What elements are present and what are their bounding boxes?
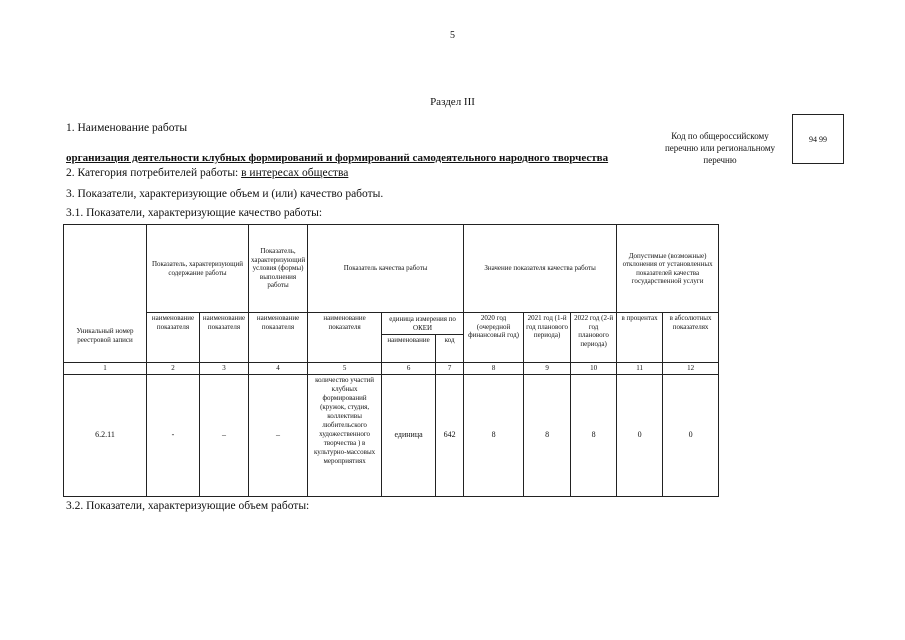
work-name-value: организация деятельности клубных формирований и формирований самодеятельного народного творчества — [66, 152, 609, 164]
row-id: 6.2.11 — [64, 374, 147, 496]
col-number: 8 — [464, 363, 524, 375]
col-number: 4 — [249, 363, 308, 375]
row-value-2021: 8 — [524, 374, 571, 496]
col-number: 2 — [147, 363, 200, 375]
subheader-okei-code: код — [436, 335, 464, 363]
col-number: 10 — [571, 363, 617, 375]
subheader-name-3: наименование показателя — [249, 313, 308, 363]
page-number: 5 — [450, 30, 455, 41]
work-name-label: 1. Наименование работы — [66, 122, 188, 134]
consumer-value: в интересах общества — [241, 167, 349, 179]
subheader-name-2: наименование показателя — [200, 313, 249, 363]
subheader-name-4: наименование показателя — [308, 313, 382, 363]
quality-label: 3.1. Показатели, характеризующие качество работы: — [66, 207, 323, 219]
header-conditions-indicator: Показатель, характеризующий условия (формы) выполнения работы — [249, 225, 308, 313]
col-number: 7 — [436, 363, 464, 375]
header-unique-number: Уникальный номер реестровой записи — [64, 225, 147, 363]
col-number: 3 — [200, 363, 249, 375]
row-deviation-absolute: 0 — [663, 374, 719, 496]
row-value-2022: 8 — [571, 374, 617, 496]
col-number: 11 — [617, 363, 663, 375]
subheader-okei-name: наименование — [382, 335, 436, 363]
col-number: 12 — [663, 363, 719, 375]
subheader-percent: в процентах — [617, 313, 663, 363]
quality-table — [63, 224, 719, 497]
row-condition: – — [249, 374, 308, 496]
col-number: 9 — [524, 363, 571, 375]
row-content-2: – — [200, 374, 249, 496]
row-unit-code: 642 — [436, 374, 464, 496]
subheader-absolute: в абсолютных показателях — [663, 313, 719, 363]
header-quality-value: Значение показателя качества работы — [464, 225, 617, 313]
code-value: 94 99 — [809, 134, 827, 144]
header-quality-indicator: Показатель качества работы — [308, 225, 464, 313]
consumer-line — [66, 167, 348, 179]
col-number: 1 — [64, 363, 147, 375]
subheader-name-1: наименование показателя — [147, 313, 200, 363]
code-box — [792, 114, 844, 164]
subheader-2022: 2022 год (2-й год планового периода) — [571, 313, 617, 363]
subheader-okei: единица измерения по ОКЕИ — [382, 313, 464, 335]
subheader-2021: 2021 год (1-й год планового периода) — [524, 313, 571, 363]
col-number: 5 — [308, 363, 382, 375]
row-deviation-percent: 0 — [617, 374, 663, 496]
volume-label: 3.2. Показатели, характеризующие объем работы: — [66, 500, 310, 512]
header-deviation: Допустимые (возможные) отклонения от установленных показателей качества государственной услуги — [617, 225, 719, 313]
row-content-1: - — [147, 374, 200, 496]
code-label: Код по общероссийскому перечню или региональному перечню — [664, 131, 776, 165]
row-indicator-name: количество участий клубных формирований (кружок, студия, коллективы любительского художественного творчества ) в культурно-массовых мероприятиях — [308, 374, 382, 496]
row-unit-name: единица — [382, 374, 436, 496]
section-title: Раздел III — [430, 96, 475, 108]
indicators-label: 3. Показатели, характеризующие объем и (или) качество работы. — [66, 188, 384, 200]
subheader-2020: 2020 год (очередной финансовый год) — [464, 313, 524, 363]
row-value-2020: 8 — [464, 374, 524, 496]
header-content-indicator: Показатель, характеризующий содержание работы — [147, 225, 249, 313]
consumer-label: 2. Категория потребителей работы: — [66, 167, 239, 179]
col-number: 6 — [382, 363, 436, 375]
